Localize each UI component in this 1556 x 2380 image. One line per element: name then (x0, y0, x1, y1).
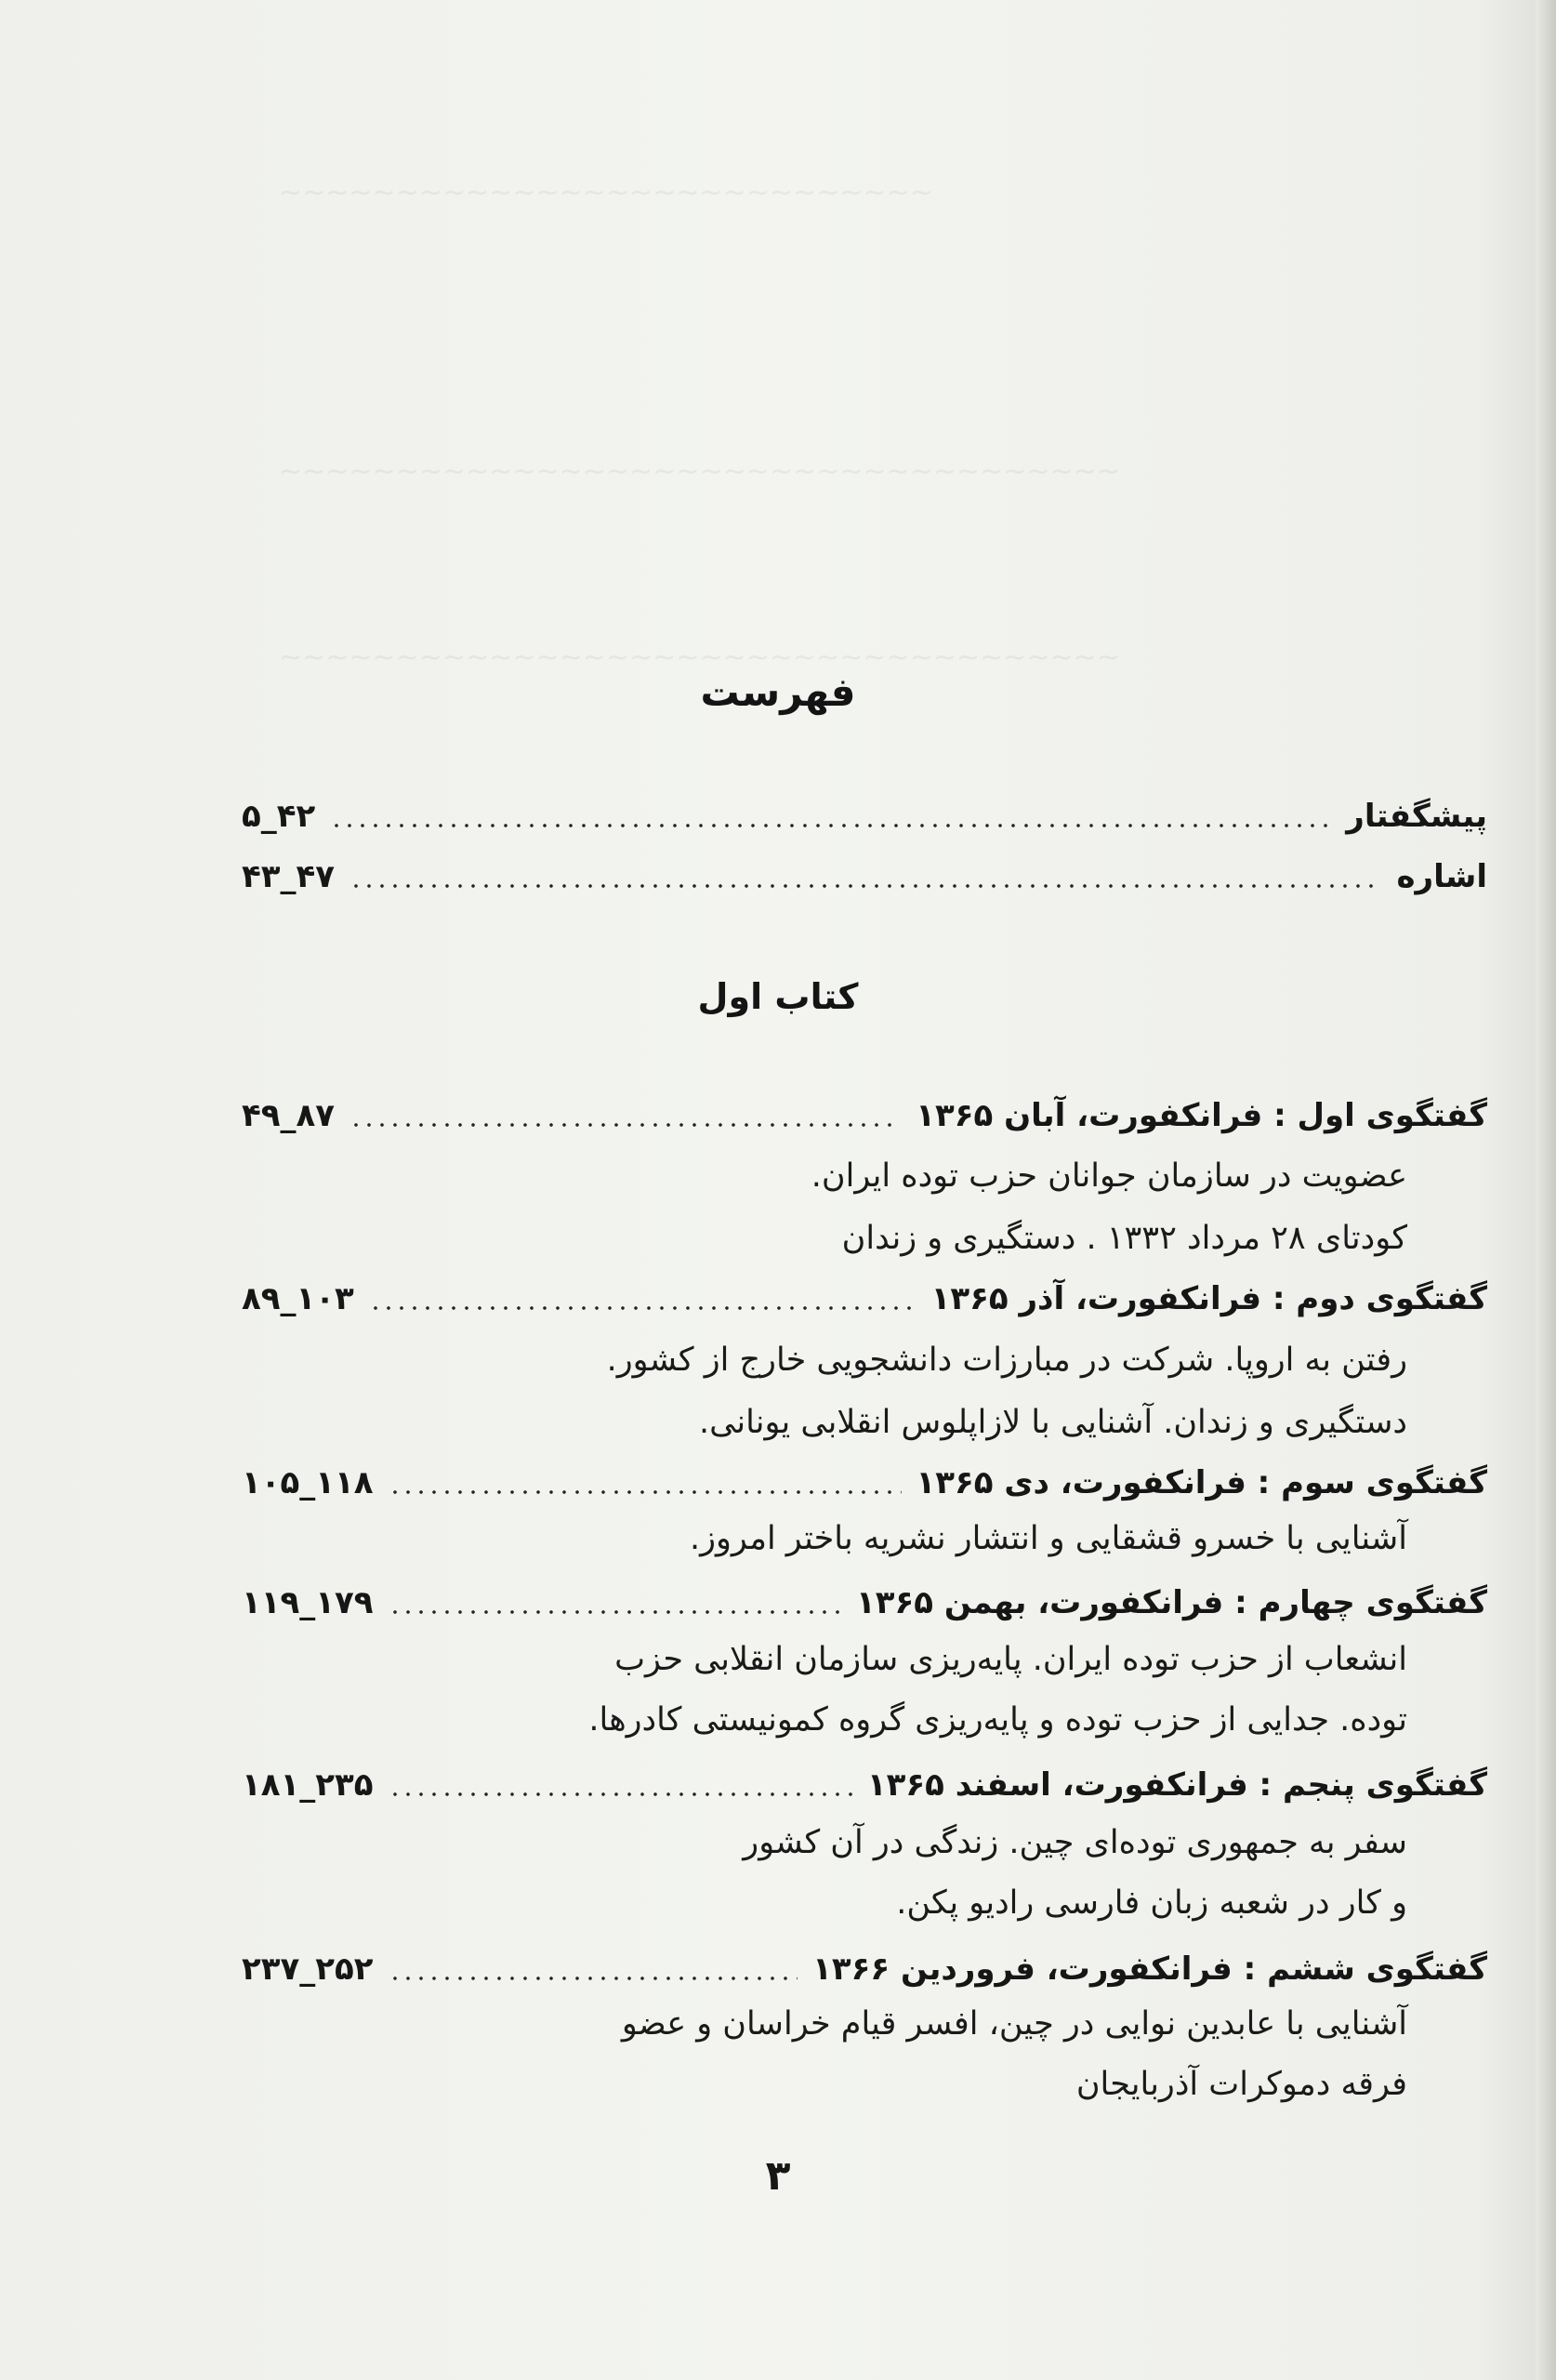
toc-entry-pages: ۱۱۹_۱۷۹ (242, 1584, 374, 1621)
toc-entry-title: گفتگوی سوم : فرانکفورت، دی ۱۳۶۵ (916, 1464, 1487, 1501)
toc-entry-description: سفر به جمهوری توده‌ای چین. زندگی در آن کشور (743, 1824, 1407, 1861)
toc-entry-conversation-4[interactable] (242, 1575, 1487, 1631)
leader-dots (389, 1610, 841, 1614)
leader-dots (349, 1123, 901, 1127)
leader-dots (349, 884, 1381, 888)
toc-entry-title: گفتگوی اول : فرانکفورت، آبان ۱۳۶۵ (916, 1097, 1487, 1134)
leader-dots (389, 1490, 902, 1494)
toc-entry-pages: ۴۹_۸۷ (242, 1097, 336, 1134)
toc-entry-pages: ۲۳۷_۲۵۲ (242, 1950, 374, 1988)
toc-entry-conversation-2[interactable] (242, 1271, 1487, 1327)
toc-entry-conversation-1[interactable] (242, 1088, 1487, 1144)
page-number: ۳ (765, 2152, 791, 2200)
toc-entry-description: عضویت در سازمان جوانان حزب توده ایران. (811, 1157, 1407, 1195)
leader-dots (389, 1792, 852, 1796)
bleed-through-text: ~~~~~~~~~~~~~~~~~~~~~~~~~~~~ (279, 177, 933, 209)
bleed-through-text: ~~~~~~~~~~~~~~~~~~~~~~~~~~~~~~~~~~~~ (279, 456, 1120, 488)
toc-entry-conversation-3[interactable] (242, 1455, 1487, 1511)
toc-entry-description: آشنایی با عابدین نوایی در چین، افسر قیام خراسان و عضو (621, 2005, 1407, 2043)
toc-entry-description: رفتن به اروپا. شرکت در مبارزات دانشجویی خارج از کشور. (606, 1342, 1407, 1379)
leader-dots (389, 1977, 798, 1980)
toc-entry-description: توده. جدایی از حزب توده و پایه‌ریزی گروه کمونیستی کادرها. (588, 1701, 1407, 1739)
toc-entry-title: گفتگوی ششم : فرانکفورت، فروردین ۱۳۶۶ (812, 1950, 1487, 1988)
page-title: فهرست (700, 669, 856, 715)
toc-entry-pages: ۴۳_۴۷ (242, 858, 336, 895)
toc-entry-description: کودتای ۲۸ مرداد ۱۳۳۲ . دستگیری و زندان (841, 1220, 1407, 1257)
toc-entry-pages: ۵_۴۲ (242, 798, 316, 835)
toc-entry-title: گفتگوی دوم : فرانکفورت، آذر ۱۳۶۵ (930, 1280, 1487, 1317)
leader-dots (330, 824, 1331, 827)
toc-entry-description: و کار در شعبه زبان فارسی رادیو پکن. (896, 1884, 1407, 1922)
toc-entry-preface[interactable] (242, 788, 1487, 844)
toc-entry-description: فرقه دموکرات آذربایجان (1075, 2066, 1407, 2103)
toc-entry-description: انشعاب از حزب توده ایران. پایه‌ریزی سازمان انقلابی حزب (614, 1641, 1407, 1678)
toc-entry-pages: ۸۹_۱۰۳ (242, 1280, 354, 1317)
leader-dots (369, 1306, 916, 1310)
section-heading: کتاب اول (697, 976, 859, 1017)
page-edge (1536, 0, 1556, 2380)
toc-entry-description: آشنایی با خسرو قشقایی و انتشار نشریه باختر امروز. (689, 1520, 1407, 1557)
toc-entry-title: گفتگوی پنجم : فرانکفورت، اسفند ۱۳۶۵ (866, 1766, 1487, 1804)
toc-entry-title: اشاره (1396, 858, 1487, 895)
toc-entry-pages: ۱۸۱_۲۳۵ (242, 1766, 374, 1804)
toc-entry-pages: ۱۰۵_۱۱۸ (242, 1464, 374, 1501)
toc-entry-conversation-5[interactable] (242, 1757, 1487, 1813)
toc-entry-conversation-6[interactable] (242, 1941, 1487, 1997)
toc-entry-title: پیشگفتار (1346, 798, 1487, 835)
toc-entry-note[interactable] (242, 849, 1487, 905)
bleed-through-text: ~~~~~~~~~~~~~~~~~~~~~~~~~~~~~~~~~~~~ (279, 641, 1120, 674)
toc-entry-title: گفتگوی چهارم : فرانکفورت، بهمن ۱۳۶۵ (855, 1584, 1487, 1621)
toc-entry-description: دستگیری و زندان. آشنایی با لازاپلوس انقلابی یونانی. (699, 1404, 1407, 1441)
